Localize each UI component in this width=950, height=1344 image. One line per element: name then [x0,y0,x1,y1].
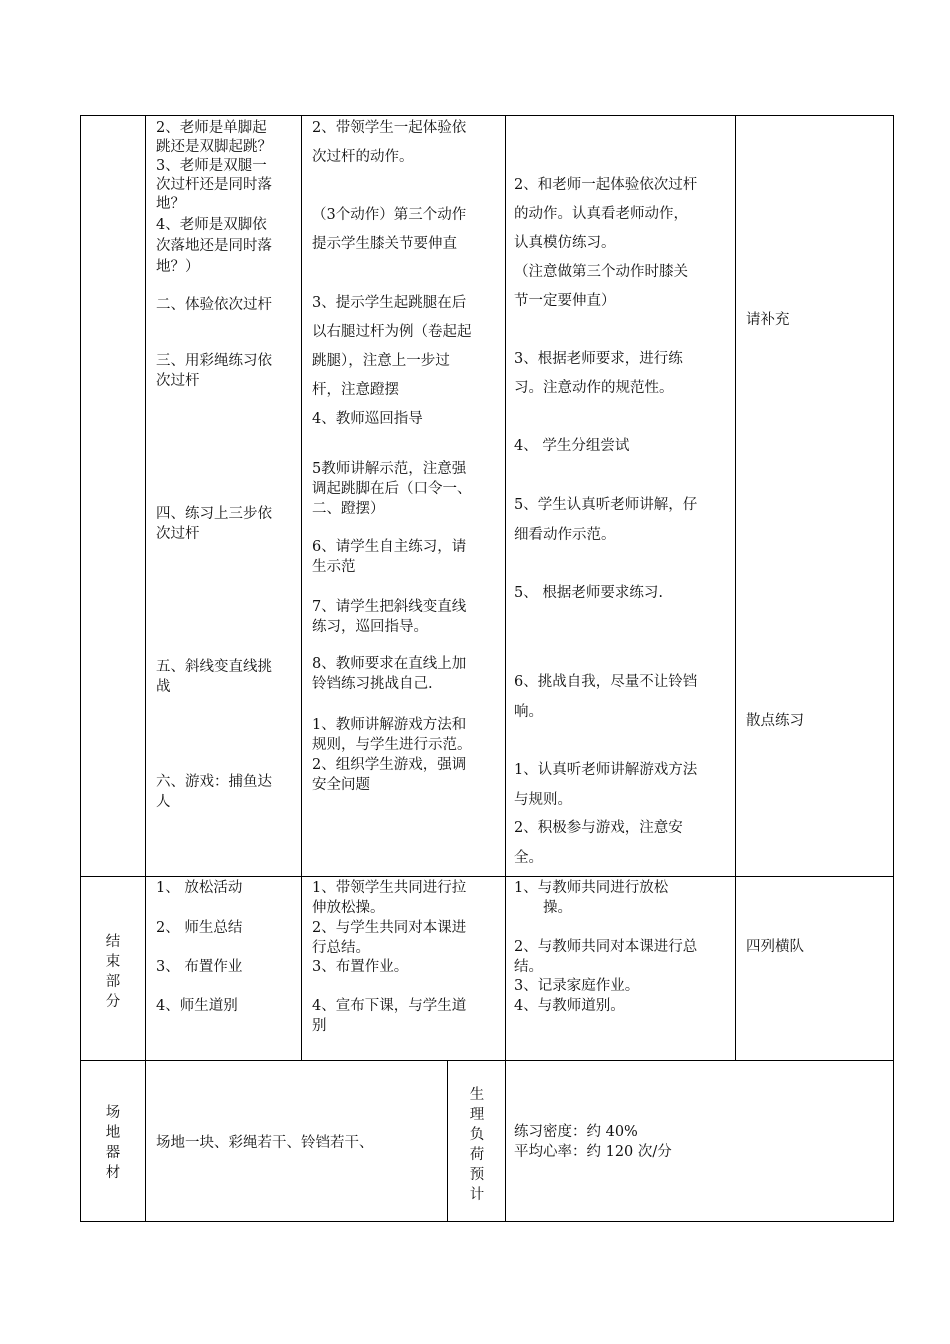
teacher-line: 跳腿），注意上一步过 [312,353,450,369]
col-divider-load [447,1060,448,1222]
teacher-line: 安全问题 [312,777,370,793]
load-density: 练习密度：约 40% [514,1124,638,1140]
row-divider-1 [80,876,894,877]
teacher-line: 2、带领学生一起体验依 [312,120,467,136]
student-line: 操。 [543,900,572,916]
student-line: 2、和老师一起体验依次过杆 [514,177,698,193]
table-border-left [80,115,81,1222]
content-line: 4、师生道别 [156,998,238,1014]
student-line: 2、积极参与游戏，注意安 [514,820,683,836]
table-border-bottom [80,1221,894,1222]
content-line: 人 [156,794,171,810]
student-line: 全。 [514,850,543,866]
row-divider-2 [80,1060,894,1061]
label-physiological-load: 生理负荷预计 [469,1087,485,1203]
org-note: 四列横队 [746,939,804,955]
teacher-line: 伸放松操。 [312,900,385,916]
content-line: 次过杆 [156,526,200,542]
student-line: 1、认真听老师讲解游戏方法 [514,762,698,778]
teacher-line: 6、请学生自主练习，请 [312,539,467,555]
content-line: 三、用彩绳练习依 [156,353,272,369]
col-divider-4 [735,115,736,1061]
content-line: 二、体验依次过杆 [156,297,272,313]
teacher-line: 2、与学生共同对本课进 [312,920,467,936]
org-note: 请补充 [746,312,790,328]
col-divider-2 [301,115,302,1061]
content-line: 次落地还是同时落 [156,238,272,254]
student-line: 6、挑战自我，尽量不让铃铛 [514,674,698,690]
teacher-line: 练习，巡回指导。 [312,619,428,635]
content-line: 地？） [156,259,200,275]
student-line: 认真模仿练习。 [514,235,616,251]
content-line: 1、 放松活动 [156,880,243,896]
teacher-line: 行总结。 [312,940,370,956]
teacher-line: 3、提示学生起跳腿在后 [312,295,467,311]
teacher-line: 2、组织学生游戏，强调 [312,757,467,773]
content-line: 六、游戏：捕鱼达 [156,774,272,790]
col-divider-3 [505,115,506,1222]
teacher-line: 1、教师讲解游戏方法和 [312,717,467,733]
teacher-line: 提示学生膝关节要伸直 [312,236,457,252]
teacher-line: 4、宣布下课，与学生道 [312,998,467,1014]
table-border-right [893,115,894,1222]
table-border-top [80,115,894,116]
content-line: 四、练习上三步依 [156,506,272,522]
teacher-line: 别 [312,1018,327,1034]
content-line: 次过杆还是同时落 [156,177,272,193]
student-line: 3、记录家庭作业。 [514,978,640,994]
content-line: 五、斜线变直线挑 [156,659,272,675]
teacher-line: 5教师讲解示范，注意强 [312,461,467,477]
student-line: （注意做第三个动作时膝关 [514,264,688,280]
teacher-line: 杆，注意蹬摆 [312,382,399,398]
content-line: 战 [156,679,171,695]
org-note: 散点练习 [746,713,804,729]
teacher-line: 以右腿过杆为例（卷起起 [312,324,472,340]
teacher-line: 生示范 [312,559,356,575]
teacher-line: （3个动作）第三个动作 [312,207,467,223]
student-line: 节一定要伸直） [514,293,616,309]
teacher-line: 调起跳脚在后（口令一、 [312,481,472,497]
student-line: 细看动作示范。 [514,527,616,543]
student-line: 2、与教师共同对本课进行总 [514,939,698,955]
student-line: 1、与教师共同进行放松 [514,880,669,896]
content-line: 2、 师生总结 [156,920,243,936]
student-line: 结。 [514,959,543,975]
content-line: 跳还是双脚起跳？ [156,139,272,155]
teacher-line: 4、教师巡回指导 [312,411,423,427]
student-line: 5、学生认真听老师讲解，仔 [514,497,698,513]
teacher-line: 7、请学生把斜线变直线 [312,599,467,615]
teacher-line: 二、蹬摆） [312,501,385,517]
equipment-text: 场地一块、彩绳若干、铃铛若干、 [156,1135,374,1151]
student-line: 与规则。 [514,792,572,808]
content-line: 3、老师是双腿一 [156,158,267,174]
teacher-line: 规则，与学生进行示范。 [312,737,472,753]
student-line: 4、与教师道别。 [514,998,625,1014]
content-line: 4、老师是双脚依 [156,217,267,233]
teacher-line: 1、带领学生共同进行拉 [312,880,467,896]
col-divider-1 [145,115,146,1222]
student-line: 5、 根据老师要求练习. [514,585,663,601]
content-line: 2、老师是单脚起 [156,120,267,136]
student-line: 响。 [514,704,543,720]
student-line: 习。注意动作的规范性。 [514,380,674,396]
load-heart-rate: 平均心率：约 120 次/分 [514,1144,672,1160]
teacher-line: 3、布置作业。 [312,959,409,975]
content-line: 地？ [156,196,185,212]
content-line: 3、 布置作业 [156,959,243,975]
teacher-line: 铃铛练习挑战自己. [312,676,433,692]
content-line: 次过杆 [156,373,200,389]
section-label-ending: 结束部分 [105,934,121,1010]
teacher-line: 次过杆的动作。 [312,149,414,165]
label-equipment: 场地器材 [105,1105,121,1181]
teacher-line: 8、教师要求在直线上加 [312,656,467,672]
student-line: 3、根据老师要求，进行练 [514,351,683,367]
student-line: 的动作。认真看老师动作， [514,206,688,222]
student-line: 4、 学生分组尝试 [514,438,630,454]
